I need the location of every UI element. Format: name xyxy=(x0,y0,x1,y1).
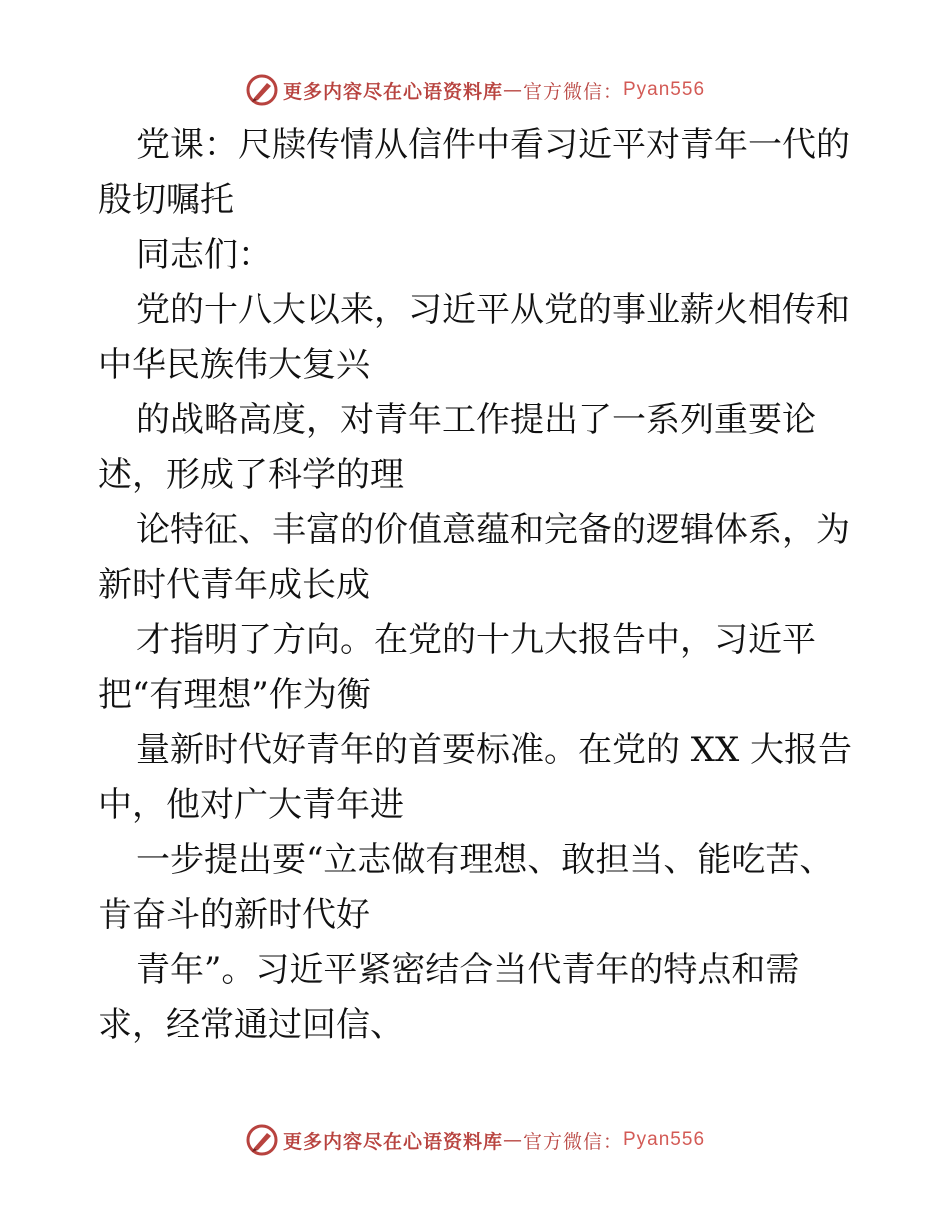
text-line: 的战略高度，对青年工作提出了一系列重要论 xyxy=(136,400,816,440)
text-line: 新时代青年成长成 xyxy=(98,565,370,605)
text-line: 青年”。习近平紧密结合当代青年的特点和需 xyxy=(136,950,800,990)
dash: — xyxy=(502,79,523,101)
document-body xyxy=(98,118,858,1053)
pen-logo-icon xyxy=(245,1123,279,1157)
text-line: 论特征、丰富的价值意蕴和完备的逻辑体系，为 xyxy=(136,510,850,550)
dash: — xyxy=(502,1129,523,1151)
wechat-id: Pyan556 xyxy=(623,1129,706,1150)
salutation: 同志们： xyxy=(136,235,272,275)
text-line: 肯奋斗的新时代好 xyxy=(98,895,370,935)
header-watermark xyxy=(0,70,950,110)
text-line: 述，形成了科学的理 xyxy=(98,455,404,495)
wechat-label: 官方微信： xyxy=(522,1130,623,1153)
text-line: 量新时代好青年的首要标准。在党的 XX 大报告 xyxy=(136,730,853,770)
text-line: 把“有理想”作为衡 xyxy=(98,675,371,715)
site-name: 更多内容尽在心语资料库 xyxy=(282,1130,503,1153)
text-line: 中，他对广大青年进 xyxy=(98,785,404,825)
site-name: 更多内容尽在心语资料库 xyxy=(282,80,503,103)
wechat-label: 官方微信： xyxy=(522,80,623,103)
title-line-2: 殷切嘱托 xyxy=(98,180,234,220)
footer-watermark xyxy=(0,1120,950,1160)
wechat-id: Pyan556 xyxy=(623,79,706,100)
text-line: 才指明了方向。在党的十九大报告中，习近平 xyxy=(136,620,816,660)
text-line: 一步提出要“立志做有理想、敢担当、能吃苦、 xyxy=(136,840,834,880)
title-line-1: 党课：尺牍传情从信件中看习近平对青年一代的 xyxy=(136,125,850,165)
text-line: 中华民族伟大复兴 xyxy=(98,345,370,385)
text-line: 党的十八大以来，习近平从党的事业薪火相传和 xyxy=(136,290,850,330)
pen-logo-icon xyxy=(245,73,279,107)
text-line: 求，经常通过回信、 xyxy=(98,1005,404,1045)
